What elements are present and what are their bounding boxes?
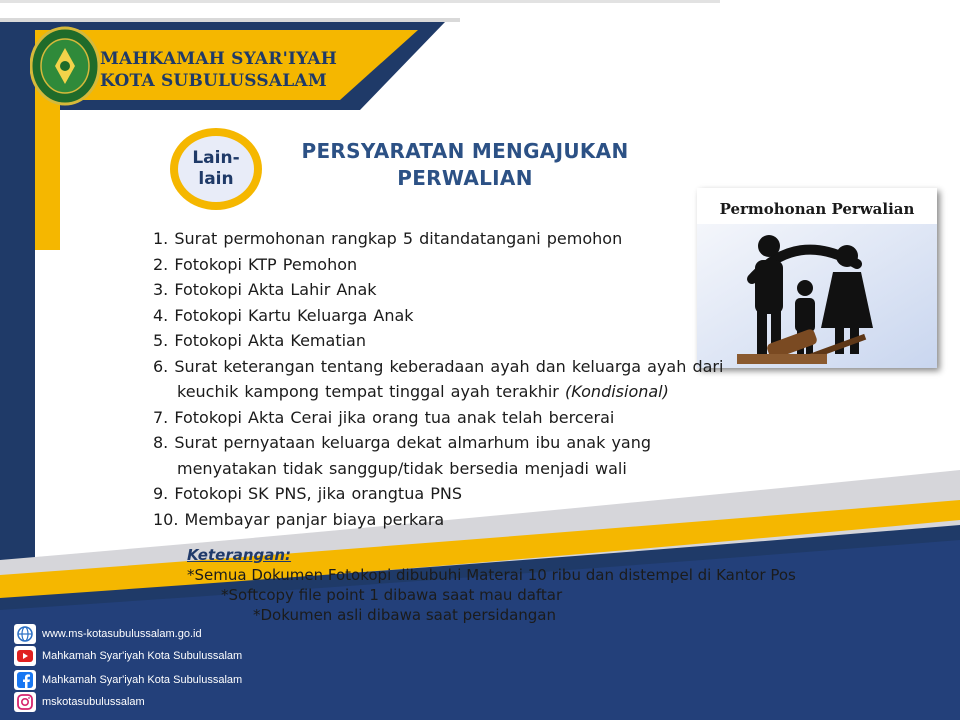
list-item: 2. Fotokopi KTP Pemohon [153, 254, 358, 274]
footer-instagram[interactable] [14, 692, 145, 712]
family-silhouette-icon [697, 224, 937, 368]
note-line: *Dokumen asli dibawa saat persidangan [253, 606, 557, 624]
list-item-continuation: menyatakan tidak sanggup/tidak bersedia menjadi wali [177, 458, 627, 478]
organization-name [100, 48, 337, 92]
list-item: 1. Surat permohonan rangkap 5 ditandatangani pemohon [153, 229, 623, 248]
note-line: *Semua Dokumen Fotokopi dibubuhi Materai 10 ribu dan distempel di Kantor Pos [187, 566, 796, 584]
list-item: 5. Fotokopi Akta Kematian [153, 331, 366, 350]
notes-heading: Keterangan: [187, 546, 292, 564]
title-line2: PERWALIAN [397, 166, 533, 190]
footer-youtube[interactable] [14, 646, 242, 666]
instagram-link[interactable]: mskotasubulussalam [42, 696, 145, 708]
list-item-continuation [153, 379, 723, 405]
illustration-caption: Permohonan Perwalian [719, 200, 915, 218]
list-item: 6. Surat keterangan tentang keberadaan ayah dan keluarga ayah dari [153, 356, 724, 376]
facebook-icon [14, 670, 36, 690]
list-item: 9. Fotokopi SK PNS, jika orangtua PNS [153, 484, 462, 503]
notes-section [187, 545, 796, 625]
website-link[interactable]: www.ms-kotasubulussalam.go.id [42, 628, 202, 640]
footer-facebook[interactable] [14, 670, 242, 690]
page-title [270, 138, 660, 192]
footer-website[interactable] [14, 624, 202, 644]
title-line1: PERSYARATAN MENGAJUKAN [301, 139, 629, 163]
list-item-text: keuchik kampong tempat tinggal ayah terakhir [177, 382, 565, 401]
badge-line1: Lain- [192, 148, 240, 168]
note-line: *Softcopy file point 1 dibawa saat mau daftar [221, 586, 563, 604]
globe-icon [14, 624, 36, 644]
list-item: 8. Surat pernyataan keluarga dekat almarhum ibu anak yang [153, 433, 652, 452]
list-item: 4. Fotokopi Kartu Keluarga Anak [153, 305, 414, 325]
youtube-icon [14, 646, 36, 666]
conditional-note: (Kondisional) [564, 382, 669, 401]
facebook-link[interactable]: Mahkamah Syar'iyah Kota Subulussalam [42, 674, 243, 686]
list-item: 3. Fotokopi Akta Lahir Anak [153, 280, 377, 299]
list-item: 7. Fotokopi Akta Cerai jika orang tua anak telah bercerai [153, 407, 615, 427]
youtube-link[interactable]: Mahkamah Syar'iyah Kota Subulussalam [42, 650, 243, 662]
instagram-icon [14, 692, 36, 712]
family-illustration [697, 188, 937, 368]
badge-line2: lain [198, 169, 234, 189]
requirements-list [153, 226, 723, 532]
category-badge [170, 128, 262, 210]
organization-line2: KOTA SUBULUSSALAM [100, 71, 327, 91]
court-logo [30, 26, 100, 106]
organization-line1: MAHKAMAH SYAR'IYAH [100, 49, 338, 69]
list-item: 10. Membayar panjar biaya perkara [153, 509, 445, 529]
